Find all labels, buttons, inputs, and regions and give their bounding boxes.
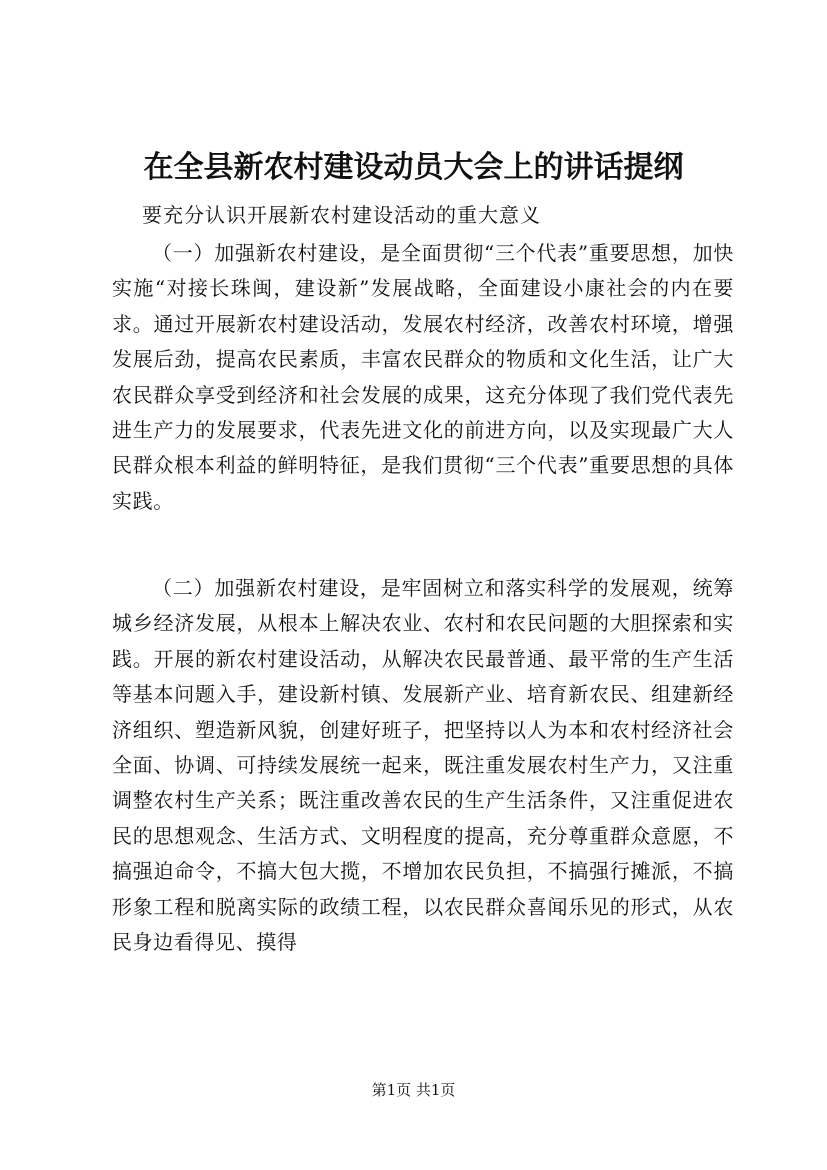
paragraph-2: （二）加强新农村建设，是牢固树立和落实科学的发展观，统筹城乡经济发展，从根本上解决农业、农村和农民问题的大胆探索和实践。开展的新农村建设活动，从解决农民最普通、最平常的生产生活等基本问题入手，建设新村镇、发展新产业、培育新农民、组建新经济组织、塑造新风貌，创建好班子，把坚持以人为本和农村经济社会全面、协调、可持续发展统一起来，既注重发展农村生产力，又注重调整农村生产关系；既注重改善农民的生产生活条件，又注重促进农民的思想观念、生活方式、文明程度的提高，充分尊重群众意愿，不搞强迫命令，不搞大包大揽，不增加农民负担，不搞强行摊派，不搞形象工程和脱离实际的政绩工程，以农民群众喜闻乐见的形式，从农民身边看得见、摸得 — [112, 576, 734, 955]
section-heading: 要充分认识开展新农村建设活动的重大意义 — [142, 203, 541, 227]
paragraph-1: （一）加强新农村建设，是全面贯彻“三个代表”重要思想，加快实施“对接长珠闽，建设新”发展战略，全面建设小康社会的内在要求。通过开展新农村建设活动，发展农村经济，改善农村环境，增强发展后劲，提高农民素质，丰富农民群众的物质和文化生活，让广大农民群众享受到经济和社会发展的成果，这充分体现了我们党代表先进生产力的发展要求，代表先进文化的前进方向，以及实现最广大人民群众根本利益的鲜明特征，是我们贯彻“三个代表”重要思想的具体实践。 — [112, 241, 734, 513]
page-footer: 第1页 共1页 — [371, 1081, 456, 1099]
document-title: 在全县新农村建设动员大会上的讲话提纲 — [143, 150, 684, 185]
